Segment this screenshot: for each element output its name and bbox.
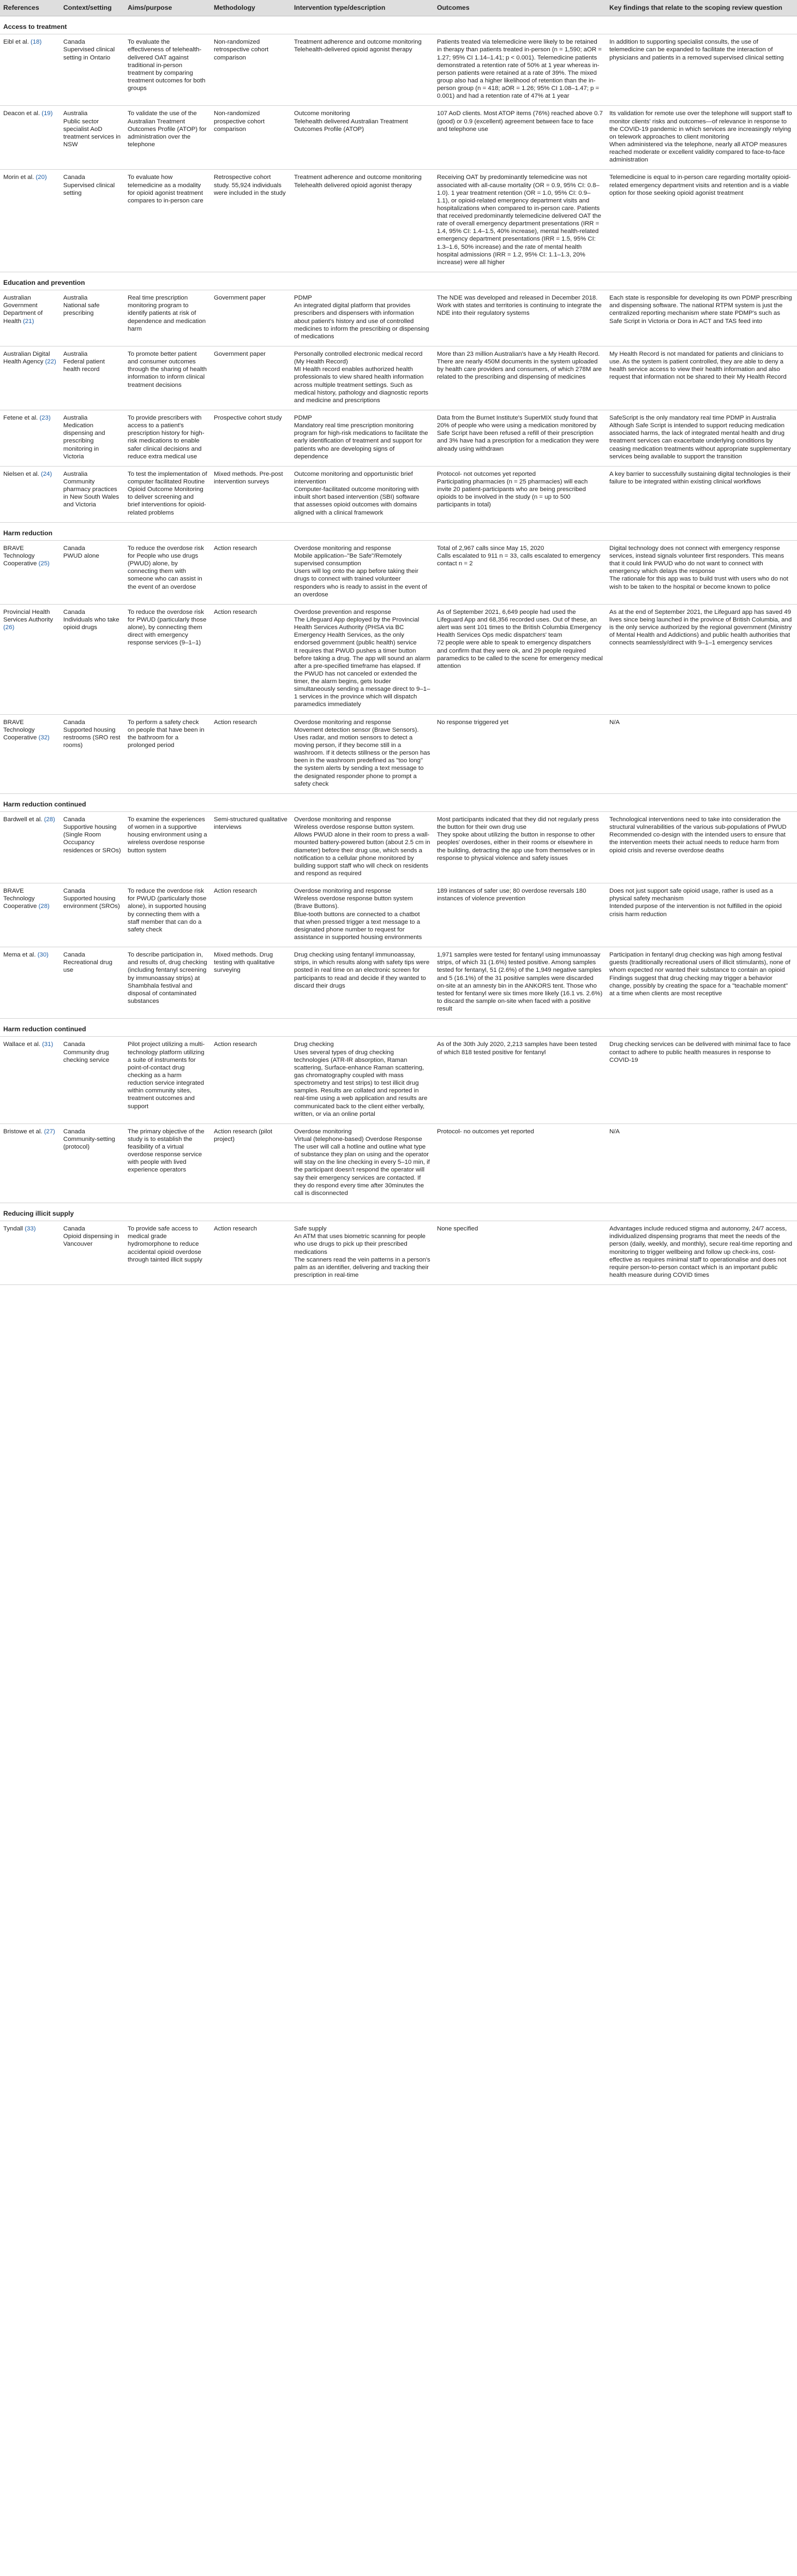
section-title: Harm reduction continued bbox=[0, 1019, 797, 1037]
intervention-line: Personally controlled electronic medical record (My Health Record) bbox=[294, 351, 423, 366]
intervention-cell bbox=[291, 106, 434, 170]
context-cell: Canada Community drug checking service bbox=[60, 1037, 124, 1123]
outcomes-cell: Most participants indicated that they did not regularly press the button for their own drug use They spoke about utilizing the button in response to other peoples' overdoses, either in their rooms or elsewhere in the building, detracting the app use from themselves or in response to physical violence and safety issues bbox=[434, 812, 606, 883]
header-context: Context/setting bbox=[60, 0, 124, 16]
aims-cell: The primary objective of the study is to establish the feasibility of a virtual overdose response service with people with lived experience operators bbox=[124, 1123, 211, 1203]
header-references: References bbox=[0, 0, 60, 16]
outcomes-cell: The NDE was developed and released in December 2018. Work with states and territories is continuing to integrate the NDE into their regulatory systems bbox=[434, 290, 606, 346]
header-intervention: Intervention type/description bbox=[291, 0, 434, 16]
intervention-line: An integrated digital platform that provides prescribers and dispensers with information about patient's history and use of controlled medicines to inform the prescribing or dispensing of medications bbox=[294, 302, 429, 340]
reference-name: Mema et al. bbox=[3, 952, 36, 959]
context-cell: Canada Supervised clinical setting in Ontario bbox=[60, 34, 124, 106]
reference-cell bbox=[0, 1037, 60, 1123]
table-row bbox=[0, 466, 797, 522]
context-cell: Canada Opioid dispensing in Vancouver bbox=[60, 1221, 124, 1285]
reference-citation-link[interactable]: (28) bbox=[44, 816, 55, 823]
methodology-cell: Mixed methods. Pre-post intervention surveys bbox=[211, 466, 291, 522]
methodology-cell: Retrospective cohort study. 55,924 individuals were included in the study bbox=[211, 170, 291, 272]
intervention-line: Drug checking bbox=[294, 1041, 334, 1048]
section-title: Reducing illicit supply bbox=[0, 1203, 797, 1221]
aims-cell: To describe participation in, and results of, drug checking (including fentanyl screening by immunoassay strips) at Shambhala festival and disposal of contaminated substances bbox=[124, 947, 211, 1019]
table-row bbox=[0, 1221, 797, 1285]
methodology-cell: Action research bbox=[211, 883, 291, 947]
intervention-line: Drug checking using fentanyl immunoassay, strips, in which results along with safety tips were posted in real time on an electronic screen for participants to read and decide if they wanted to discard their drugs bbox=[294, 952, 430, 989]
intervention-line: An ATM that uses biometric scanning for people who use drugs to pick up their prescribed medications bbox=[294, 1233, 426, 1256]
key-findings-cell: Each state is responsible for developing its own PDMP prescribing and dispensing software. The national RTPM system is just the centralized reporting mechanism where state PDMP's such as Safe Script in Victoria or Dora in ACT and TAS feed into bbox=[606, 290, 797, 346]
section-title: Harm reduction bbox=[0, 522, 797, 540]
context-cell: Canada Recreational drug use bbox=[60, 947, 124, 1019]
key-findings-cell: N/A bbox=[606, 1123, 797, 1203]
reference-citation-link[interactable]: (33) bbox=[25, 1226, 36, 1233]
intervention-line: Wireless overdose response button system (Brave Buttons). bbox=[294, 895, 413, 910]
outcomes-cell: Patients treated via telemedicine were likely to be retained in therapy than patients treated in-person (n = 1,590; aOR = 1.27; 95% CI 1.14–1.41; p < 0.001). Telemedicine patients demonstrated a retention rate of 50% at 1 year whereas in-person patients were retained at a rate of 39%. The mixed group also had a higher likelihood of retention than the in-person group (n = 418; aOR = 1.26; 95% CI 1.08–1.47; p = 0.001) and had a retention rate of 47% at 1 year bbox=[434, 34, 606, 106]
reference-cell bbox=[0, 883, 60, 947]
reference-cell bbox=[0, 34, 60, 106]
header-outcomes: Outcomes bbox=[434, 0, 606, 16]
methodology-cell: Government paper bbox=[211, 290, 291, 346]
intervention-line: Telehealth-delivered opioid agonist therapy bbox=[294, 46, 412, 53]
key-findings-cell: A key barrier to successfully sustaining digital technologies is their failure to be integrated within existing clinical workflows bbox=[606, 466, 797, 522]
reference-name: Deacon et al. bbox=[3, 110, 40, 117]
reference-citation-link[interactable]: (25) bbox=[38, 560, 50, 567]
outcomes-cell: As of September 2021, 6,649 people had used the Lifeguard App and 68,356 recorded uses. Out of these, an alert was sent 101 times to the British Columbia Emergency Health Services Ops medic dispatchers' team 72 people were able to speak to emergency dispatchers and confirm that they were ok, and 29 people required paramedics to be called to the scene for emergency medical attention bbox=[434, 604, 606, 714]
context-cell: Australia National safe prescribing bbox=[60, 290, 124, 346]
intervention-line: Overdose monitoring and response bbox=[294, 816, 391, 823]
intervention-line: MI Health record enables authorized health professionals to view shared health information across multiple treatment settings. Such as medical history, pathology and diagnostic reports and medicine and prescriptions bbox=[294, 366, 429, 404]
context-cell: Canada PWUD alone bbox=[60, 540, 124, 604]
reference-citation-link[interactable]: (19) bbox=[41, 110, 53, 117]
outcomes-cell: Protocol- no outcomes yet reported bbox=[434, 1123, 606, 1203]
reference-cell bbox=[0, 1221, 60, 1285]
header-aims: Aims/purpose bbox=[124, 0, 211, 16]
table-row bbox=[0, 883, 797, 947]
intervention-line: Safe supply bbox=[294, 1226, 327, 1233]
key-findings-cell: As at the end of September 2021, the Lifeguard app has saved 49 lives since being launched in the province of British Columbia, and is the only service authorized by the regional government (Ministry of Mental Health and Addictions) and public health authorities that connects seamlessly/direct with 9–1–1 emergency services bbox=[606, 604, 797, 714]
header-methodology: Methodology bbox=[211, 0, 291, 16]
intervention-cell bbox=[291, 410, 434, 467]
outcomes-cell: No response triggered yet bbox=[434, 714, 606, 793]
table-body bbox=[0, 16, 797, 1285]
key-findings-cell: Advantages include reduced stigma and autonomy, 24/7 access, individualized dispensing programs that meet the needs of the person (daily, weekly, and monthly), secure real-time reporting and monitoring to trigger wellbeing and follow up check-ins, cost-effective as requires minimal staff to operationalise and does not require person-to-person contact which is an important public health measure during COVID times bbox=[606, 1221, 797, 1285]
table-row bbox=[0, 106, 797, 170]
reference-citation-link[interactable]: (32) bbox=[38, 734, 50, 741]
intervention-cell bbox=[291, 1123, 434, 1203]
context-cell: Canada Supervised clinical setting bbox=[60, 170, 124, 272]
intervention-line: The scanners read the vein patterns in a person's palm as an identifier, delivering and tracking their prescription in real-time bbox=[294, 1256, 430, 1279]
intervention-cell bbox=[291, 540, 434, 604]
context-cell: Australia Medication dispensing and prescribing monitoring in Victoria bbox=[60, 410, 124, 467]
key-findings-cell: Its validation for remote use over the telephone will support staff to monitor clients' risks and outcomes—of relevance in response to the COVID-19 pandemic in which services are increasingly relying on telework approaches to client monitoring When administered via the telephone, nearly all ATOP measures reached moderate or excellent validity compared to face-to-face administration bbox=[606, 106, 797, 170]
reference-name: Fetene et al. bbox=[3, 415, 38, 421]
table-row bbox=[0, 1123, 797, 1203]
aims-cell: Pilot project utilizing a multi-technology platform utilizing a suite of instruments for point-of-contact drug checking as a harm reduction service integrated within community sites, treatment outcomes and support bbox=[124, 1037, 211, 1123]
table-row bbox=[0, 604, 797, 714]
intervention-line: PDMP bbox=[294, 295, 312, 302]
aims-cell: To validate the use of the Australian Treatment Outcomes Profile (ATOP) for administration over the telephone bbox=[124, 106, 211, 170]
key-findings-cell: In addition to supporting specialist consults, the use of telemedicine can be expanded to facilitate the interaction of physicians and patients in a removed supervised clinical setting bbox=[606, 34, 797, 106]
intervention-line: Users will log onto the app before taking their drugs to connect with trained volunteer responders who is ready to assist in the event of an overdose bbox=[294, 568, 427, 598]
aims-cell: To provide prescribers with access to a patient's prescription history for high-risk medications to enable safer clinical decisions and reduce extra medical use bbox=[124, 410, 211, 467]
intervention-line: Computer-facilitated outcome monitoring with inbuilt short based intervention (SBI) software that assesses opioid outcomes with domains aligned with a clinical framework bbox=[294, 486, 420, 516]
outcomes-cell: Receiving OAT by predominantly telemedicine was not associated with all-cause mortality (OR = 0.9, 95% CI: 0.8–1.0). 1 year treatment retention (OR = 1.0, 95% CI: 0.9–1.1), or opioid-related emergency department visits and hospitalizations when compared to in-person care. Patients that received predominantly telemedicine delivered OAT the rate of overall emergency department presentations (IRR = 1.4, 95% CI: 1.4–1.5, 40% increase), mental health-related emergency department presentations (IRR = 1.5, 95% CI: 1.3–1.6, 50% increase) and the rate of mental health hospital admissions (IRR = 1.2, 95% CI: 1.1–1.3, 20% increase) were all higher bbox=[434, 170, 606, 272]
reference-citation-link[interactable]: (23) bbox=[39, 415, 51, 421]
intervention-cell bbox=[291, 466, 434, 522]
reference-name: Australian Government Department of Health bbox=[3, 295, 43, 325]
reference-name: Bristowe et al. bbox=[3, 1128, 43, 1135]
intervention-cell bbox=[291, 170, 434, 272]
reference-name: BRAVE Technology Cooperative bbox=[3, 719, 37, 741]
table-header bbox=[0, 0, 797, 16]
section-title: Access to treatment bbox=[0, 16, 797, 34]
reference-citation-link[interactable]: (22) bbox=[45, 358, 56, 366]
reference-name: BRAVE Technology Cooperative bbox=[3, 545, 37, 567]
reference-name: Eibl et al. bbox=[3, 39, 29, 46]
methodology-cell: Prospective cohort study bbox=[211, 410, 291, 467]
table-row bbox=[0, 34, 797, 106]
reference-cell bbox=[0, 346, 60, 410]
context-cell: Australia Federal patient health record bbox=[60, 346, 124, 410]
intervention-line: The user will call a hotline and outline what type of substance they plan on using and the operator will stay on the line checking in every 5–10 min, if the participant doesn't respond the operator will say their emergency services are contacted. If they do respond every time after 30minutes the call is disconnected bbox=[294, 1144, 430, 1197]
intervention-line: Overdose monitoring and response bbox=[294, 545, 391, 552]
outcomes-cell: Data from the Burnet Institute's SuperMIX study found that 20% of people who were using a medication monitored by Safe Script have been refused a refill of their prescription and 3% have had a prescription for a medication they were already using withdrawn bbox=[434, 410, 606, 467]
intervention-line: Movement detection sensor (Brave Sensors). Uses radar, and motion sensors to detect a moving person, if they become still in a washroom. If it detects stillness or the person has been in the washroom predefined as "too long" the system alerts by sending a text message to the designated responder phone to prompt a safety check bbox=[294, 726, 430, 787]
reference-citation-link[interactable]: (26) bbox=[3, 624, 15, 631]
reference-cell bbox=[0, 604, 60, 714]
methodology-cell: Action research bbox=[211, 540, 291, 604]
intervention-line: It requires that PWUD pushes a timer button before taking a drug. The app will sound an alarm after a pre-specified timeframe has elapsed. If the PWUD has not canceled or extended the timer, the alarm begins, gets louder simultaneously sending a message direct to 9–1–1 services in the province which will dispatch paramedics immediately bbox=[294, 647, 430, 708]
section-title: Harm reduction continued bbox=[0, 793, 797, 811]
aims-cell: To evaluate how telemedicine as a modality for opioid agonist treatment compares to in-person care bbox=[124, 170, 211, 272]
intervention-line: Virtual (telephone-based) Overdose Response bbox=[294, 1135, 422, 1143]
section-title: Education and prevention bbox=[0, 272, 797, 290]
key-findings-cell: Does not just support safe opioid usage, rather is used as a physical safety mechanism Intended purpose of the intervention is not fulfilled in the opioid crisis harm reduction bbox=[606, 883, 797, 947]
methodology-cell: Action research bbox=[211, 604, 291, 714]
reference-citation-link[interactable]: (30) bbox=[37, 952, 49, 959]
intervention-cell bbox=[291, 1037, 434, 1123]
reference-name: Morin et al. bbox=[3, 174, 34, 181]
context-cell: Australia Public sector specialist AoD treatment services in NSW bbox=[60, 106, 124, 170]
key-findings-cell: SafeScript is the only mandatory real time PDMP in Australia Although Safe Script is intended to support reducing medication associated harms, the lack of integrated mental health and drug treatment services can exacerbate underlying conditions by ceasing medication treatments without appropriate supplementary services being available to support the transition bbox=[606, 410, 797, 467]
methodology-cell: Action research bbox=[211, 714, 291, 793]
reference-citation-link[interactable]: (18) bbox=[31, 39, 42, 46]
context-cell: Canada Supported housing restrooms (SRO rest rooms) bbox=[60, 714, 124, 793]
section-header-row bbox=[0, 793, 797, 811]
reference-cell bbox=[0, 540, 60, 604]
intervention-cell bbox=[291, 1221, 434, 1285]
intervention-line: Telehealth delivered opioid agonist therapy bbox=[294, 182, 412, 189]
methodology-cell: Action research bbox=[211, 1037, 291, 1123]
intervention-cell bbox=[291, 346, 434, 410]
reference-citation-link[interactable]: (27) bbox=[44, 1128, 55, 1135]
intervention-line: Uses several types of drug checking technologies (ATR-IR absorption, Raman scattering, Surface-enhance Raman scattering, gas chromatography coupled with mass spectrometry and test strips) to test illicit drug samples. Results are collated and reported in real-time using a web application and results are communicated back to the client either verbally, written, or via an online portal bbox=[294, 1049, 428, 1117]
reference-name: Australian Digital Health Agency bbox=[3, 351, 50, 366]
section-header-row bbox=[0, 522, 797, 540]
intervention-line: Mobile application–"Be Safe"/Remotely supervised consumption bbox=[294, 552, 402, 567]
aims-cell: To examine the experiences of women in a supportive housing environment using a wireless overdose response button system bbox=[124, 812, 211, 883]
document-page bbox=[0, 0, 797, 1285]
table-row bbox=[0, 346, 797, 410]
table-row bbox=[0, 812, 797, 883]
methodology-cell: Semi-structured qualitative interviews bbox=[211, 812, 291, 883]
reference-citation-link[interactable]: (20) bbox=[35, 174, 47, 181]
reference-citation-link[interactable]: (31) bbox=[42, 1041, 53, 1048]
key-findings-cell: Technological interventions need to take into consideration the structural vulnerabilities of the various sub-populations of PWUD Recommended co-design with the intended users to ensure that the intervention meets their actual needs to reduce harm from opioid crisis and reverse overdose deaths bbox=[606, 812, 797, 883]
section-header-row bbox=[0, 1203, 797, 1221]
key-findings-cell: Drug checking services can be delivered with minimal face to face contact to adhere to public health measures in response to COVID-19 bbox=[606, 1037, 797, 1123]
aims-cell: To promote better patient and consumer outcomes through the sharing of health information to inform clinical treatment decisions bbox=[124, 346, 211, 410]
intervention-line: Telehealth delivered Australian Treatment Outcomes Profile (ATOP) bbox=[294, 118, 408, 133]
outcomes-cell: 189 instances of safer use; 80 overdose reversals 180 instances of violence prevention bbox=[434, 883, 606, 947]
key-findings-cell: Participation in fentanyl drug checking was high among festival guests (traditionally recreational users of illicit stimulants), none of whom expected nor wanted their substance to contain an opioid Findings suggest that drug checking may trigger a behavior change, possibly by creating the space for a "teachable moment" at a time when clients are most receptive bbox=[606, 947, 797, 1019]
intervention-line: Overdose prevention and response bbox=[294, 608, 391, 615]
context-cell: Canada Supportive housing (Single Room Occupancy residences or SROs) bbox=[60, 812, 124, 883]
section-header-row bbox=[0, 16, 797, 34]
methodology-cell: Action research bbox=[211, 1221, 291, 1285]
methodology-cell: Non-randomized retrospective cohort comparison bbox=[211, 34, 291, 106]
reference-cell bbox=[0, 410, 60, 467]
reference-cell bbox=[0, 290, 60, 346]
reference-cell bbox=[0, 106, 60, 170]
intervention-cell bbox=[291, 947, 434, 1019]
intervention-line: Overdose monitoring bbox=[294, 1128, 352, 1135]
reference-name: Nielsen et al. bbox=[3, 470, 39, 477]
intervention-line: Overdose monitoring and response bbox=[294, 719, 391, 726]
key-findings-cell: N/A bbox=[606, 714, 797, 793]
reference-cell bbox=[0, 714, 60, 793]
scoping-review-table bbox=[0, 0, 797, 1285]
intervention-line: Mandatory real time prescription monitoring program for high-risk medications to facilitate the early identification of treatment and support for patients who are developing signs of dependence bbox=[294, 422, 428, 460]
intervention-cell bbox=[291, 604, 434, 714]
intervention-line: Treatment adherence and outcome monitoring bbox=[294, 174, 422, 181]
intervention-cell bbox=[291, 812, 434, 883]
outcomes-cell: Protocol- not outcomes yet reported Participating pharmacies (n = 25 pharmacies) will each invite 20 patient-participants who are being prescribed opioids to be involved in the study (n = up to 500 participants in total) bbox=[434, 466, 606, 522]
intervention-line: The Lifeguard App deployed by the Provincial Health Services Authority (PHSA via BC Emergency Health Services, as the only endorsed government (public health) service bbox=[294, 616, 420, 647]
aims-cell: To perform a safety check on people that have been in the bathroom for a prolonged period bbox=[124, 714, 211, 793]
outcomes-cell: More than 23 million Australian's have a My Health Record. There are nearly 450M documents in the system uploaded by health care providers and consumers, of which 278M are related to the prescribing and dispensing of medicines bbox=[434, 346, 606, 410]
intervention-line: Blue-tooth buttons are connected to a chatbot that when pressed trigger a text message to a designated phone number to request for assistance in supported housing environments bbox=[294, 911, 422, 941]
reference-citation-link[interactable]: (21) bbox=[23, 318, 34, 325]
intervention-cell bbox=[291, 714, 434, 793]
context-cell: Australia Community pharmacy practices in New South Wales and Victoria bbox=[60, 466, 124, 522]
reference-name: Provincial Health Services Authority bbox=[3, 608, 53, 623]
methodology-cell: Non-randomized prospective cohort comparison bbox=[211, 106, 291, 170]
methodology-cell: Mixed methods. Drug testing with qualitative surveying bbox=[211, 947, 291, 1019]
aims-cell: Real time prescription monitoring program to identify patients at risk of dependence and medication harm bbox=[124, 290, 211, 346]
reference-name: BRAVE Technology Cooperative bbox=[3, 888, 37, 910]
outcomes-cell: 107 AoD clients. Most ATOP items (76%) reached above 0.7 (good) or 0.9 (excellent) agreement between face to face and telephone use bbox=[434, 106, 606, 170]
outcomes-cell: None specified bbox=[434, 1221, 606, 1285]
reference-name: Tyndall bbox=[3, 1226, 23, 1233]
table-row bbox=[0, 410, 797, 467]
table-row bbox=[0, 290, 797, 346]
aims-cell: To provide safe access to medical grade hydromorphone to reduce accidental opioid overdose through tainted illicit supply bbox=[124, 1221, 211, 1285]
key-findings-cell: My Health Record is not mandated for patients and clinicians to use. As the system is patient controlled, they are able to deny a health service access to view their health information and also request that information not be shared to their My Health Record bbox=[606, 346, 797, 410]
aims-cell: To test the implementation of computer facilitated Routine Opioid Outcome Monitoring to deliver screening and brief interventions for opioid-related problems bbox=[124, 466, 211, 522]
aims-cell: To reduce the overdose risk for PWUD (particularly those alone), in supported housing by connecting them with a staff member that can do a safety check bbox=[124, 883, 211, 947]
reference-cell bbox=[0, 466, 60, 522]
table-row bbox=[0, 170, 797, 272]
reference-name: Wallace et al. bbox=[3, 1041, 40, 1048]
intervention-cell bbox=[291, 883, 434, 947]
intervention-line: Outcome monitoring and opportunistic brief intervention bbox=[294, 470, 413, 485]
intervention-line: PDMP bbox=[294, 415, 312, 421]
intervention-cell bbox=[291, 290, 434, 346]
context-cell: Canada Individuals who take opioid drugs bbox=[60, 604, 124, 714]
reference-cell bbox=[0, 170, 60, 272]
header-key-findings: Key findings that relate to the scoping review question bbox=[606, 0, 797, 16]
methodology-cell: Government paper bbox=[211, 346, 291, 410]
reference-cell bbox=[0, 1123, 60, 1203]
outcomes-cell: 1,971 samples were tested for fentanyl using immunoassay strips, of which 31 (1.6%) tested positive. Among samples tested for fentanyl, 51 (2.6%) of the 1,949 negative samples and 5 (16.1%) of the 31 positive samples were discarded on-site at an amnesty bin in the ANKORS tent. Those who tested for fentanyl were six times more likely (16.1 vs. 2.6%) to discard the sample on-site when faced with a positive result bbox=[434, 947, 606, 1019]
table-row bbox=[0, 540, 797, 604]
intervention-line: Overdose monitoring and response bbox=[294, 888, 391, 895]
context-cell: Canada Supported housing environment (SROs) bbox=[60, 883, 124, 947]
aims-cell: To evaluate the effectiveness of telehealth-delivered OAT against traditional in-person treatment by comparing treatment outcomes for both groups bbox=[124, 34, 211, 106]
outcomes-cell: As of the 30th July 2020, 2,213 samples have been tested of which 818 tested positive for fentanyl bbox=[434, 1037, 606, 1123]
outcomes-cell: Total of 2,967 calls since May 15, 2020 Calls escalated to 911 n = 33, calls escalated to emergency contact n = 2 bbox=[434, 540, 606, 604]
reference-cell bbox=[0, 812, 60, 883]
intervention-line: Outcome monitoring bbox=[294, 110, 350, 117]
section-header-row bbox=[0, 1019, 797, 1037]
reference-citation-link[interactable]: (24) bbox=[41, 470, 52, 477]
context-cell: Canada Community-setting (protocol) bbox=[60, 1123, 124, 1203]
section-header-row bbox=[0, 272, 797, 290]
key-findings-cell: Telemedicine is equal to in-person care regarding mortality opioid-related emergency department visits and retention and is a viable option for those seeking opioid agonist treatment bbox=[606, 170, 797, 272]
reference-name: Bardwell et al. bbox=[3, 816, 43, 823]
table-row bbox=[0, 947, 797, 1019]
reference-cell bbox=[0, 947, 60, 1019]
table-row bbox=[0, 714, 797, 793]
intervention-cell bbox=[291, 34, 434, 106]
methodology-cell: Action research (pilot project) bbox=[211, 1123, 291, 1203]
table-row bbox=[0, 1037, 797, 1123]
aims-cell: To reduce the overdose risk for People who use drugs (PWUD) alone, by connecting them with someone who can assist in the event of an overdose bbox=[124, 540, 211, 604]
key-findings-cell: Digital technology does not connect with emergency response services, instead signals volunteer first responders. This means that it could link PWUD who do not want to connect with emergency which delays the response The rationale for this app was to build trust with users who do not wish to be taken to the hospital or become known to police bbox=[606, 540, 797, 604]
reference-citation-link[interactable]: (28) bbox=[38, 903, 50, 910]
intervention-line: Treatment adherence and outcome monitoring bbox=[294, 39, 422, 46]
aims-cell: To reduce the overdose risk for PWUD (particularly those alone), by connecting them direct with emergency response services (9–1–1) bbox=[124, 604, 211, 714]
intervention-line: Wireless overdose response button system. Allows PWUD alone in their room to press a wall-mounted battery-powered button (about 2.5 cm in diameter) before their drug use, which sends a notification to a cellular phone monitored by building support staff who will check on residents and respond as required bbox=[294, 824, 430, 877]
